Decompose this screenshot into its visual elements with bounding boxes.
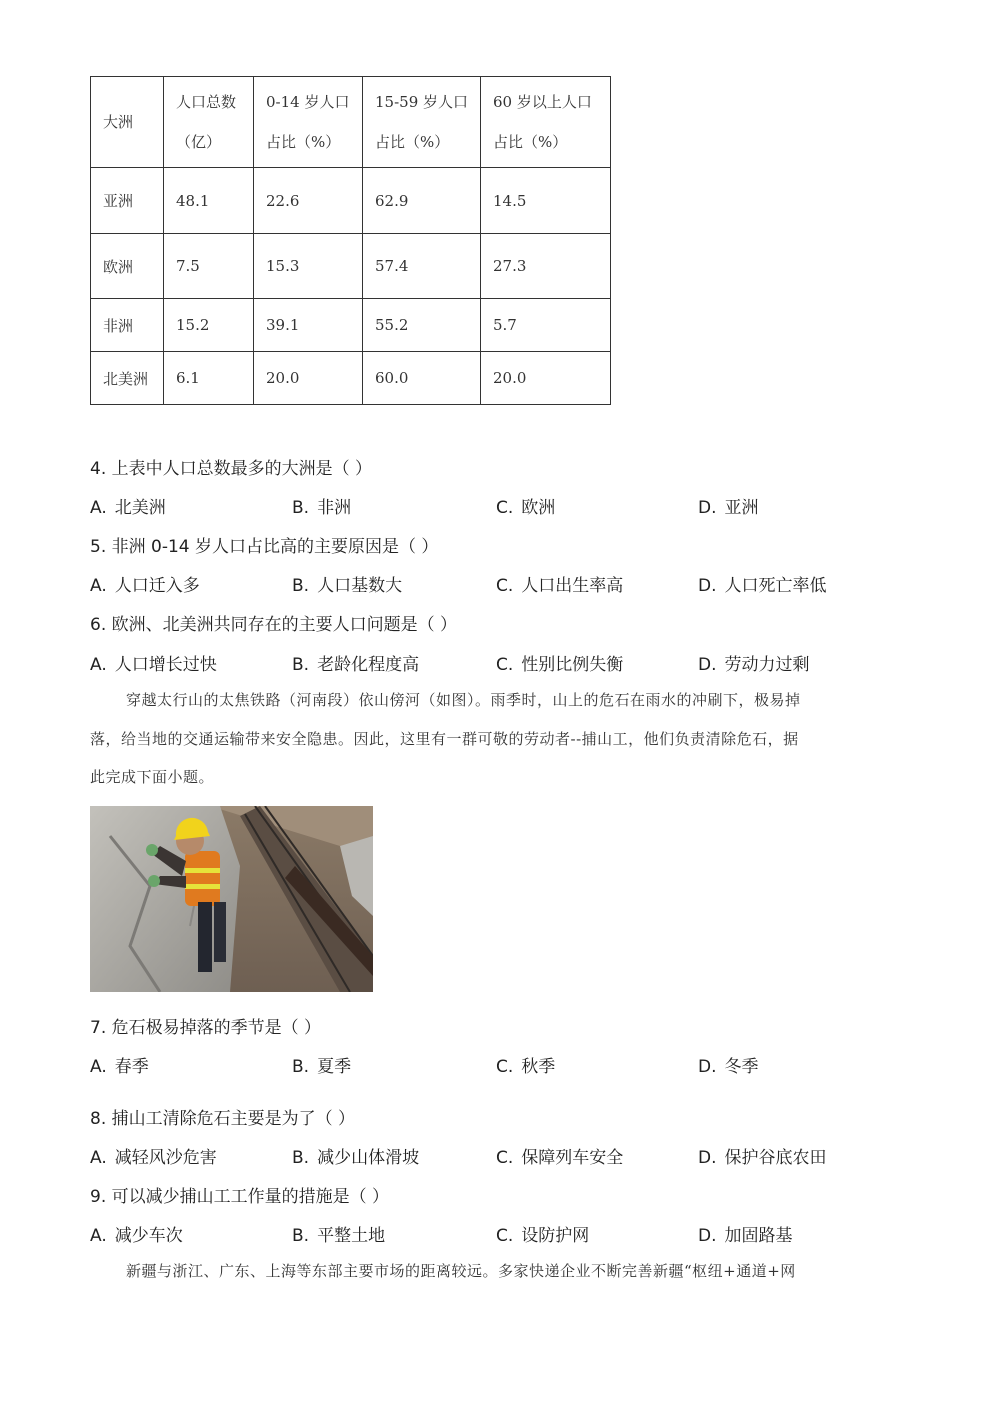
option-letter: B. [292, 1057, 310, 1077]
option-row [90, 650, 950, 674]
option-b[interactable] [292, 1052, 351, 1077]
passage-text: 穿越太行山的太焦铁路（河南段）依山傍河（如图）。雨季时，山上的危石在雨水的冲刷下，极易掉 [126, 691, 801, 709]
table-cell: 62.9 [363, 168, 481, 234]
option-text: 人口增长过快 [114, 655, 217, 675]
table-row [91, 234, 611, 299]
option-text: 秋季 [521, 1057, 556, 1077]
header-line: （亿） [176, 133, 222, 151]
option-text: 亚洲 [724, 498, 759, 518]
header-cell [254, 77, 363, 168]
question-stem: 4. 上表中人口总数最多的大洲是（ ） [90, 459, 373, 479]
question-stem: 9. 可以减少捕山工工作量的措施是（ ） [90, 1187, 390, 1207]
option-text: 人口出生率高 [521, 576, 624, 596]
option-row [90, 493, 950, 517]
option-text: 减少山体滑坡 [317, 1148, 420, 1168]
table-cell: 22.6 [254, 168, 363, 234]
table-cell: 亚洲 [91, 168, 164, 234]
passage-text: 新疆与浙江、广东、上海等东部主要市场的距离较远。多家快递企业不断完善新疆“枢纽+通道+网 [126, 1262, 796, 1280]
question-stem: 5. 非洲 0-14 岁人口占比高的主要原因是（ ） [90, 537, 439, 557]
option-b[interactable] [292, 1143, 419, 1168]
table-cell: 14.5 [481, 168, 611, 234]
question-stem: 7. 危石极易掉落的季节是（ ） [90, 1018, 322, 1038]
option-letter: D. [698, 1226, 717, 1246]
option-letter: A. [90, 655, 107, 675]
option-letter: B. [292, 655, 310, 675]
table-cell: 北美洲 [91, 352, 164, 405]
header-line: 人口总数 [176, 93, 237, 111]
option-d[interactable] [698, 493, 759, 518]
option-letter: A. [90, 1148, 107, 1168]
option-text: 冬季 [724, 1057, 759, 1077]
header-line: 占比（%） [375, 133, 450, 151]
option-letter: C. [496, 1226, 514, 1246]
table-row [91, 352, 611, 405]
option-row [90, 1221, 950, 1245]
option-b[interactable] [292, 571, 402, 596]
railway-worker-photo [90, 806, 373, 992]
table-cell: 20.0 [254, 352, 363, 405]
option-letter: C. [496, 498, 514, 518]
option-d[interactable] [698, 571, 827, 596]
option-c[interactable] [496, 650, 623, 675]
option-a[interactable] [90, 571, 200, 596]
option-b[interactable] [292, 493, 351, 518]
header-line: 占比（%） [493, 133, 568, 151]
table-cell: 48.1 [164, 168, 254, 234]
option-letter: A. [90, 498, 107, 518]
option-letter: C. [496, 1057, 514, 1077]
header-line: 大洲 [103, 113, 134, 131]
option-d[interactable] [698, 1143, 827, 1168]
header-line: 15-59 岁人口 [375, 93, 469, 111]
table-cell: 15.2 [164, 299, 254, 352]
question-stem: 6. 欧洲、北美洲共同存在的主要人口问题是（ ） [90, 615, 458, 635]
option-letter: B. [292, 1148, 310, 1168]
option-text: 老龄化程度高 [317, 655, 420, 675]
option-c[interactable] [496, 1221, 589, 1246]
option-c[interactable] [496, 493, 555, 518]
option-text: 劳动力过剩 [724, 655, 810, 675]
option-letter: A. [90, 576, 107, 596]
option-letter: C. [496, 655, 514, 675]
option-text: 欧洲 [521, 498, 556, 518]
option-b[interactable] [292, 650, 419, 675]
option-a[interactable] [90, 493, 166, 518]
option-letter: D. [698, 498, 717, 518]
table-cell: 非洲 [91, 299, 164, 352]
photo-illustration [90, 806, 373, 992]
header-cell [164, 77, 254, 168]
table-cell: 39.1 [254, 299, 363, 352]
option-text: 保障列车安全 [521, 1148, 624, 1168]
option-text: 夏季 [317, 1057, 352, 1077]
table-cell: 60.0 [363, 352, 481, 405]
passage-line: 落，给当地的交通运输带来安全隐患。因此，这里有一群可敬的劳动者--捕山工，他们负责清除危石，据 [90, 730, 799, 748]
table-row [91, 299, 611, 352]
option-text: 非洲 [317, 498, 352, 518]
option-letter: C. [496, 576, 514, 596]
option-text: 人口迁入多 [114, 576, 200, 596]
option-letter: A. [90, 1226, 107, 1246]
option-a[interactable] [90, 1143, 217, 1168]
passage-line: 此完成下面小题。 [90, 768, 215, 786]
table-cell: 27.3 [481, 234, 611, 299]
header-cell [91, 77, 164, 168]
header-line: 占比（%） [266, 133, 341, 151]
option-text: 人口基数大 [317, 576, 403, 596]
option-text: 加固路基 [724, 1226, 793, 1246]
option-text: 设防护网 [521, 1226, 590, 1246]
option-d[interactable] [698, 1052, 759, 1077]
table-row [91, 168, 611, 234]
option-text: 北美洲 [114, 498, 166, 518]
table-cell: 55.2 [363, 299, 481, 352]
population-table [90, 76, 611, 405]
option-row [90, 1143, 950, 1167]
table-header-row [91, 77, 611, 168]
option-letter: D. [698, 655, 717, 675]
header-line: 60 岁以上人口 [493, 93, 592, 111]
option-c[interactable] [496, 571, 623, 596]
option-row [90, 1052, 950, 1076]
option-text: 保护谷底农田 [724, 1148, 827, 1168]
option-d[interactable] [698, 1221, 793, 1246]
option-row [90, 571, 950, 595]
option-letter: B. [292, 576, 310, 596]
option-c[interactable] [496, 1143, 623, 1168]
option-b[interactable] [292, 1221, 385, 1246]
option-letter: C. [496, 1148, 514, 1168]
option-a[interactable] [90, 1221, 183, 1246]
table-cell: 5.7 [481, 299, 611, 352]
header-line: 0-14 岁人口 [266, 93, 350, 111]
table-cell: 15.3 [254, 234, 363, 299]
option-text: 减轻风沙危害 [114, 1148, 217, 1168]
passage-line [90, 1260, 890, 1281]
table-cell: 6.1 [164, 352, 254, 405]
question-stem: 8. 捕山工清除危石主要是为了（ ） [90, 1109, 356, 1129]
option-d[interactable] [698, 650, 810, 675]
option-text: 性别比例失衡 [521, 655, 624, 675]
option-letter: D. [698, 576, 717, 596]
option-a[interactable] [90, 1052, 149, 1077]
option-letter: D. [698, 1148, 717, 1168]
header-cell [363, 77, 481, 168]
option-text: 平整土地 [317, 1226, 386, 1246]
option-letter: B. [292, 1226, 310, 1246]
option-a[interactable] [90, 650, 217, 675]
option-letter: A. [90, 1057, 107, 1077]
option-c[interactable] [496, 1052, 555, 1077]
table-cell: 欧洲 [91, 234, 164, 299]
option-letter: B. [292, 498, 310, 518]
passage-line [90, 689, 890, 710]
table-cell: 7.5 [164, 234, 254, 299]
table-cell: 20.0 [481, 352, 611, 405]
option-text: 春季 [114, 1057, 149, 1077]
table-cell: 57.4 [363, 234, 481, 299]
option-text: 人口死亡率低 [724, 576, 827, 596]
option-text: 减少车次 [114, 1226, 183, 1246]
header-cell [481, 77, 611, 168]
option-letter: D. [698, 1057, 717, 1077]
